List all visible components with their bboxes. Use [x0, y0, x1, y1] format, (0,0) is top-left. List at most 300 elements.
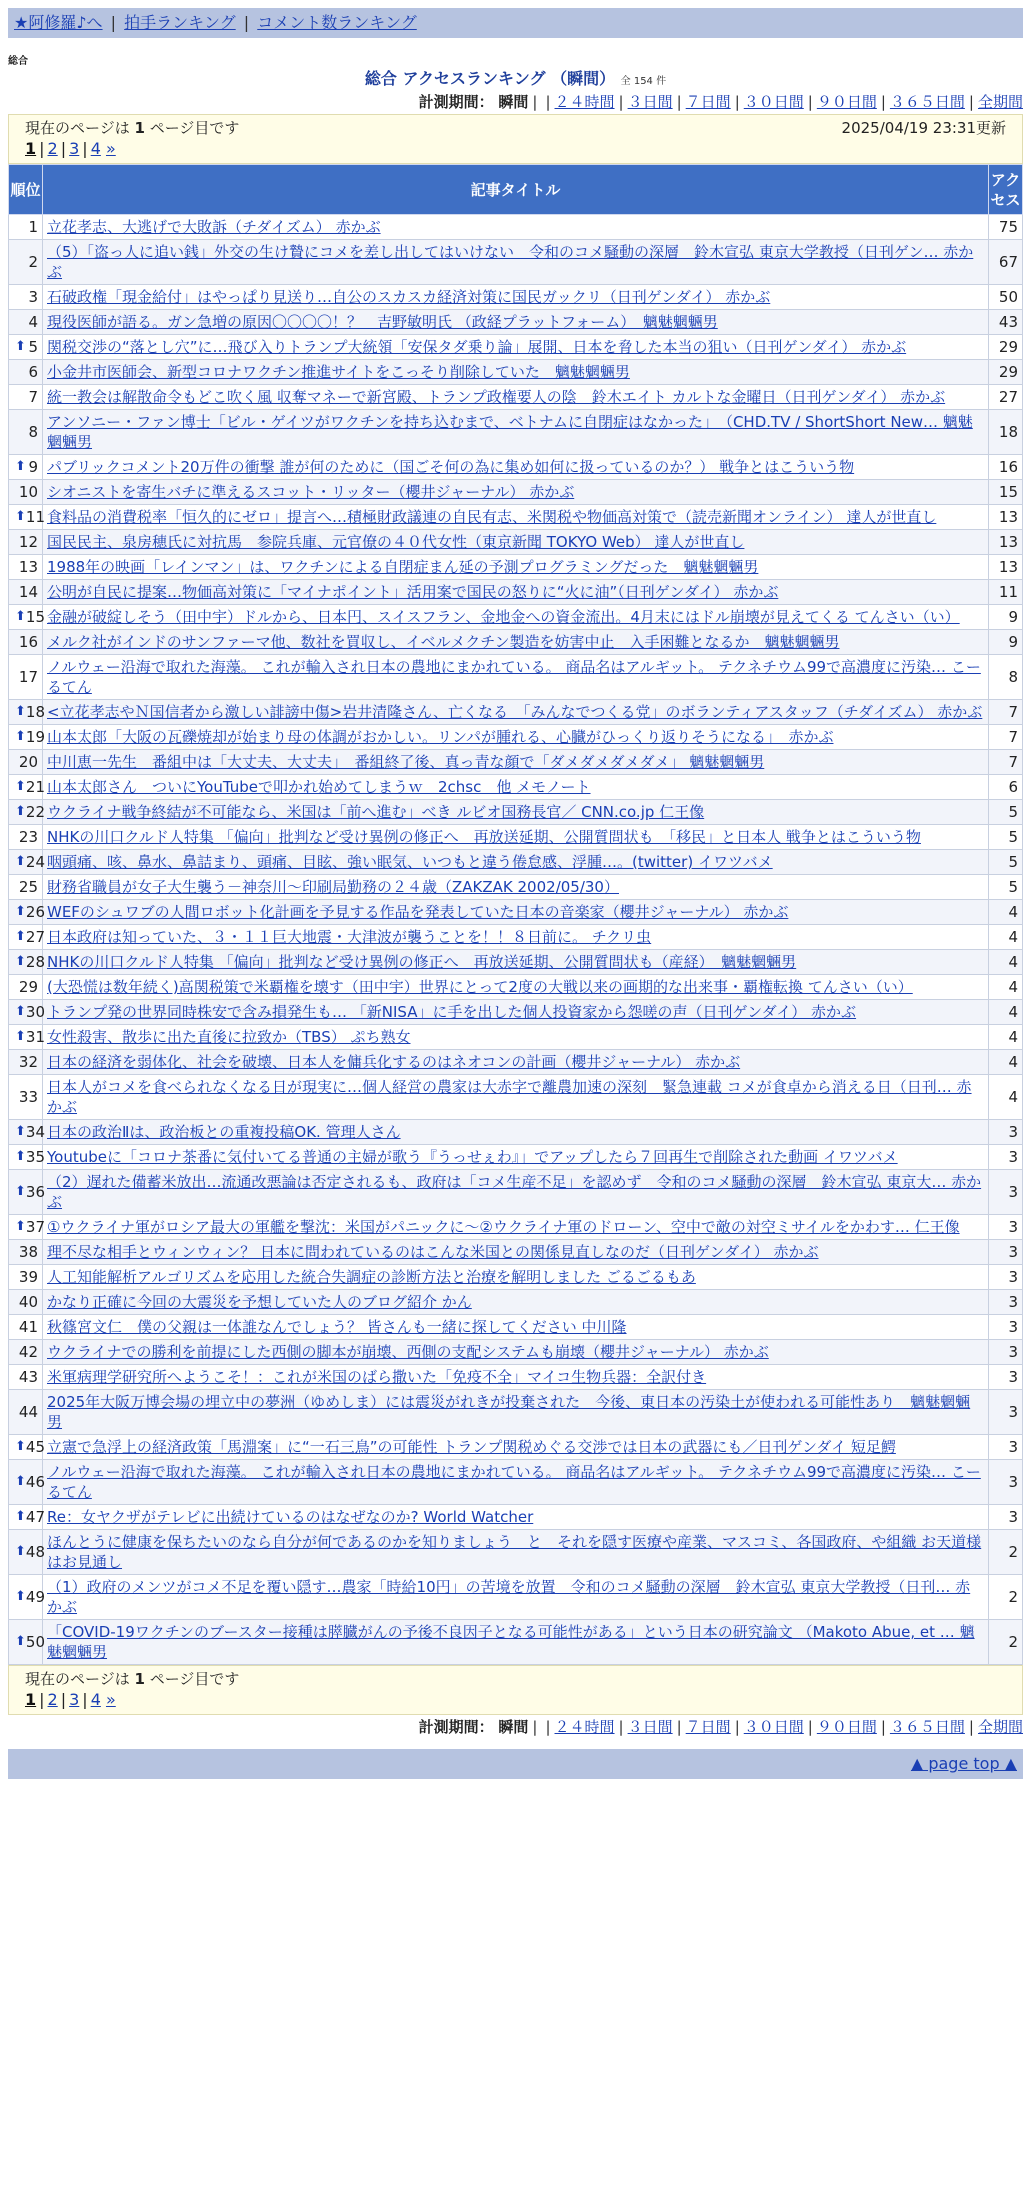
page-status-number: 1 [134, 1670, 145, 1688]
rank-cell [9, 1025, 43, 1050]
period-option-link[interactable]: 全期間 [977, 1718, 1023, 1736]
title-cell [43, 655, 989, 700]
article-title-link[interactable]: ウクライナ戦争終結が不可能なら、米国は「前へ進む」べき ルビオ国務長官／ CNN.co.jp 仁王像 [47, 803, 705, 821]
article-title-link[interactable]: 現役医師が語る。ガン急増の原因〇〇〇〇！？ 吉野敏明氏 （政経プラットフォーム） 魑魅魍魎男 [47, 313, 718, 331]
period-selector-top [8, 90, 1023, 114]
pager-separator: | [39, 1690, 45, 1709]
access-count: 15 [989, 480, 1023, 505]
rank-up-arrow-icon: ⬆ [15, 1184, 26, 1199]
period-separator: | [880, 93, 886, 111]
access-count: 5 [989, 850, 1023, 875]
period-option-link[interactable]: ３６５日間 [889, 93, 965, 111]
title-cell [43, 775, 989, 800]
rank-number: 14 [18, 583, 38, 601]
rank-number: 7 [28, 388, 38, 406]
article-title-link[interactable]: 中川恵一先生 番組中は「大丈夫、大丈夫」 番組終了後、真っ青な顔で「ダメダメダメダメ」 魑魅魍魎男 [47, 753, 765, 771]
access-count: 4 [989, 1050, 1023, 1075]
article-title-link[interactable]: 女性殺害、散歩に出た直後に拉致か（TBS） ぷち熟女 [47, 1028, 411, 1046]
rank-number: 48 [25, 1543, 45, 1561]
table-row [9, 480, 1023, 505]
article-title-link[interactable]: ノルウェー沿海で取れた海藻。 これが輸入され日本の農地にまかれている。 商品名はアルギット。 テクネチウム99で高濃度に汚染… こーるてん [47, 1463, 981, 1501]
rank-up-arrow-icon: ⬆ [15, 954, 26, 969]
article-title-link[interactable]: 日本の政治Ⅱは、政治板との重複投稿OK. 管理人さん [47, 1123, 401, 1141]
access-count: 3 [989, 1315, 1023, 1340]
title-cell [43, 555, 989, 580]
table-row [9, 1460, 1023, 1505]
period-option-link[interactable]: ３６５日間 [889, 1718, 965, 1736]
rank-cell [9, 1145, 43, 1170]
article-title-link[interactable]: 山本太郎「大阪の瓦礫焼却が始まり母の体調がおかしい。リンパが腫れる、心臓がひっくり返りそうになる」 赤かぶ [47, 728, 834, 746]
article-title-link[interactable]: パブリックコメント20万件の衝撃 誰が何のために（国ごそ何の為に集め如何に扱っているのか？） 戦争とはこういう物 [47, 458, 855, 476]
article-title-link[interactable]: 立憲で急浮上の経済政策「馬淵案」に“一石三鳥”の可能性 トランプ関税めぐる交渉では日本の武器にも／日刊ゲンダイ 短足鰐 [47, 1438, 896, 1456]
rank-up-arrow-icon: ⬆ [15, 779, 26, 794]
title-cell [43, 1620, 989, 1665]
article-title-link[interactable]: シオニストを寄生バチに準えるスコット・リッター（櫻井ジャーナル） 赤かぶ [47, 483, 575, 501]
article-title-link[interactable]: （2）遅れた備蓄米放出…流通改悪論は否定されるも、政府は「コメ生産不足」を認めず 令和のコメ騒動の深層 鈴木宣弘 東京大… 赤かぶ [47, 1173, 982, 1211]
page-link-current[interactable]: 1 [25, 139, 37, 158]
table-row [9, 875, 1023, 900]
access-count: 6 [989, 775, 1023, 800]
period-option-link[interactable]: ７日間 [685, 93, 731, 111]
rank-cell [9, 285, 43, 310]
article-title-link[interactable]: 関税交渉の“落とし穴”に…飛び入りトランプ大統領「安保タダ乗り論」展開、日本を脅した本当の狙い（日刊ゲンダイ） 赤かぶ [47, 338, 907, 356]
table-row [9, 310, 1023, 335]
title-cell [43, 410, 989, 455]
period-separator: | [807, 93, 813, 111]
title-cell [43, 825, 989, 850]
rank-cell [9, 605, 43, 630]
period-current: 瞬間 [498, 93, 529, 111]
rank-cell [9, 1620, 43, 1665]
article-title-link[interactable]: 立花孝志、大逃げで大敗訴（チダイズム） 赤かぶ [47, 218, 381, 236]
table-row [9, 360, 1023, 385]
article-title-link[interactable]: 2025年大阪万博会場の埋立中の夢洲（ゆめしま）には震災がれきが投棄された 今後、東日本の汚染土が使われる可能性あり 魑魅魍魎男 [47, 1393, 971, 1431]
article-title-link[interactable]: 石破政権「現金給付」はやっぱり見送り…自公のスカスカ経済対策に国民ガックリ（日刊ゲンダイ） 赤かぶ [47, 288, 771, 306]
rank-number: 19 [25, 728, 45, 746]
rank-number: 44 [18, 1403, 38, 1421]
table-row [9, 1365, 1023, 1390]
access-count: 29 [989, 335, 1023, 360]
access-count: 4 [989, 900, 1023, 925]
period-option-link[interactable]: 全期間 [977, 93, 1023, 111]
article-title-link[interactable]: WEFのシュワブの人間ロボット化計画を予見する作品を発表していた日本の音楽家（櫻井ジャーナル） 赤かぶ [47, 903, 789, 921]
title-cell [43, 750, 989, 775]
title-cell [43, 360, 989, 385]
access-count: 27 [989, 385, 1023, 410]
title-cell [43, 800, 989, 825]
title-cell [43, 925, 989, 950]
rank-number: 3 [28, 288, 38, 306]
access-count: 3 [989, 1460, 1023, 1505]
title-cell [43, 605, 989, 630]
table-header-row [9, 165, 1023, 215]
rank-up-arrow-icon: ⬆ [15, 1509, 26, 1524]
period-separator: | [968, 1718, 974, 1736]
access-count: 3 [989, 1290, 1023, 1315]
access-count: 5 [989, 875, 1023, 900]
rank-cell [9, 1075, 43, 1120]
table-row [9, 335, 1023, 360]
rank-up-arrow-icon: ⬆ [15, 609, 26, 624]
title-cell [43, 1365, 989, 1390]
table-row [9, 1435, 1023, 1460]
article-title-link[interactable]: ノルウェー沿海で取れた海藻。 これが輸入され日本の農地にまかれている。 商品名はアルギット。 テクネチウム99で高濃度に汚染… こーるてん [47, 658, 981, 696]
table-row [9, 285, 1023, 310]
pager-separator: | [60, 139, 67, 158]
article-title-link[interactable]: かなり正確に今回の大震災を予想していた人のブログ紹介 かん [47, 1293, 472, 1311]
rank-number: 21 [25, 778, 45, 796]
title-cell [43, 1340, 989, 1365]
rank-cell [9, 850, 43, 875]
article-title-link[interactable]: Re：女ヤクザがテレビに出続けているのはなぜなのか? World Watcher [47, 1508, 534, 1526]
page-link[interactable]: 2 [47, 139, 58, 158]
rank-cell [9, 410, 43, 455]
access-count: 4 [989, 1000, 1023, 1025]
article-title-link[interactable]: Youtubeに「コロナ茶番に気付いてる普通の主婦が歌う『うっせぇわ』」でアップしたら７回再生で削除された動画 イワツバメ [47, 1148, 898, 1166]
table-row [9, 1120, 1023, 1145]
title-cell [43, 725, 989, 750]
table-row [9, 1000, 1023, 1025]
rank-up-arrow-icon: ⬆ [15, 1124, 26, 1139]
article-title-link[interactable]: 日本の経済を弱体化、社会を破壊、日本人を傭兵化するのはネオコンの計画（櫻井ジャーナル） 赤かぶ [47, 1053, 741, 1071]
table-row [9, 1620, 1023, 1665]
period-option-link[interactable]: ３日間 [627, 1718, 673, 1736]
rank-number: 39 [18, 1268, 38, 1286]
rank-cell [9, 925, 43, 950]
rank-number: 11 [25, 508, 45, 526]
article-title-link[interactable]: <立花孝志やＮ国信者から激しい誹謗中傷>岩井清隆さん、亡くなる 「みんなでつくる党」のボランティアスタッフ（チダイズム） 赤かぶ [47, 703, 983, 721]
access-count: 4 [989, 975, 1023, 1000]
access-count: 3 [989, 1390, 1023, 1435]
rank-cell [9, 775, 43, 800]
access-count: 5 [989, 800, 1023, 825]
table-row [9, 530, 1023, 555]
page-link[interactable]: 2 [47, 1690, 58, 1709]
rank-number: 28 [25, 953, 45, 971]
article-title-link[interactable]: 食料品の消費税率「恒久的にゼロ」提言へ…積極財政議連の自民有志、米関税や物価高対策で（読売新聞オンライン） 達人が世直し [47, 508, 937, 526]
rank-number: 49 [25, 1588, 45, 1606]
rank-number: 33 [18, 1088, 38, 1106]
pager-status-line [25, 118, 1006, 138]
period-option-link[interactable]: ３０日間 [743, 93, 804, 111]
access-count: 5 [989, 825, 1023, 850]
article-title-link[interactable]: 秋篠宮文仁 僕の父親は一体誰なんでしょう？ 皆さんも一緒に探してください 中川隆 [47, 1318, 627, 1336]
rank-number: 2 [28, 253, 38, 271]
table-row [9, 975, 1023, 1000]
ranking-title: 総合 アクセスランキング （瞬間） [364, 69, 616, 88]
table-row [9, 1265, 1023, 1290]
access-count: 3 [989, 1215, 1023, 1240]
rank-cell [9, 655, 43, 700]
period-option-link[interactable]: ９０日間 [816, 93, 877, 111]
rank-number: 34 [25, 1123, 45, 1141]
title-cell [43, 480, 989, 505]
title-cell [43, 215, 989, 240]
title-cell [43, 580, 989, 605]
article-title-link[interactable]: 山本太郎さん ついにYouTubeで叩かれ始めてしまうｗ 2chsc 他 メモノート [47, 778, 591, 796]
period-separator: | [545, 1718, 551, 1736]
title-cell [43, 700, 989, 725]
article-title-link[interactable]: （5）「盗っ人に追い銭」外交の生け贄にコメを差し出してはいけない 令和のコメ騒動の深層 鈴木宣弘 東京大学教授（日刊ゲン… 赤かぶ [47, 243, 974, 281]
rank-up-arrow-icon: ⬆ [15, 1634, 26, 1649]
rank-number: 16 [18, 633, 38, 651]
access-count: 13 [989, 530, 1023, 555]
rank-cell [9, 1435, 43, 1460]
title-cell [43, 335, 989, 360]
article-title-link[interactable]: NHKの川口クルド人特集 「偏向」批判など受け異例の修正へ 再放送延期、公開質問状も（産経） 魑魅魍魎男 [47, 953, 797, 971]
article-title-link[interactable]: (大恐慌は数年続く)高関税策で米覇権を壊す（田中宇）世界にとって2度の大戦以来の画期的な出来事・覇権転換 てんさい（い） [47, 978, 913, 996]
access-count: 3 [989, 1170, 1023, 1215]
table-row [9, 1290, 1023, 1315]
rank-up-arrow-icon: ⬆ [15, 1029, 26, 1044]
access-count: 7 [989, 700, 1023, 725]
access-count: 2 [989, 1575, 1023, 1620]
article-title-link[interactable]: （1）政府のメンツがコメ不足を覆い隠す…農家「時給10円」の苦境を放置 令和のコメ騒動の深層 鈴木宣弘 東京大学教授（日刊… 赤かぶ [47, 1578, 971, 1616]
rank-number: 45 [25, 1438, 45, 1456]
rank-cell [9, 750, 43, 775]
article-title-link[interactable]: 咽頭痛、咳、鼻水、鼻詰まり、頭痛、目眩、強い眠気、いつもと違う倦怠感、浮腫…。(twitter) イワツバメ [47, 853, 773, 871]
table-row [9, 1215, 1023, 1240]
rank-cell [9, 1530, 43, 1575]
access-count: 4 [989, 925, 1023, 950]
page-status [25, 1669, 239, 1689]
article-title-link[interactable]: NHKの川口クルド人特集 「偏向」批判など受け異例の修正へ 再放送延期、公開質問状も 「移民」と日本人 戦争とはこういう物 [47, 828, 921, 846]
article-title-link[interactable]: ①ウクライナ軍がロシア最大の軍艦を撃沈：米国がパニックに～②ウクライナ軍のドローン、空中で敵の対空ミサイルをかわす… 仁王像 [47, 1218, 960, 1236]
item-count: 全 154 件 [620, 76, 667, 87]
rank-up-arrow-icon: ⬆ [15, 1544, 26, 1559]
access-count: 13 [989, 505, 1023, 530]
period-label: 計測期間： [418, 93, 494, 111]
table-row [9, 1505, 1023, 1530]
rank-cell [9, 630, 43, 655]
table-row [9, 1170, 1023, 1215]
rank-cell [9, 360, 43, 385]
title-cell [43, 1315, 989, 1340]
title-cell [43, 975, 989, 1000]
title-cell [43, 1575, 989, 1620]
access-count: 4 [989, 950, 1023, 975]
article-title-link[interactable]: 小金井市医師会、新型コロナワクチン推進サイトをこっそり削除していた 魑魅魍魎男 [47, 363, 630, 381]
article-title-link[interactable]: 日本政府は知っていた、３・１１巨大地震・大津波が襲うことを！！８日前に。 チクリ虫 [47, 928, 652, 946]
page-link[interactable]: 3 [69, 1690, 80, 1709]
home-link[interactable]: ★阿修羅♪へ [14, 13, 103, 32]
page-link[interactable]: 4 [90, 1690, 101, 1709]
access-count: 7 [989, 750, 1023, 775]
rank-cell [9, 800, 43, 825]
pager-separator: | [82, 139, 88, 158]
article-title-link[interactable]: 米軍病理学研究所へようこそ！：これが米国のばら撒いた「免疫不全」マイコ生物兵器：全訳付き [47, 1368, 707, 1386]
rank-number: 23 [18, 828, 38, 846]
page-link-current[interactable]: 1 [25, 1690, 37, 1709]
title-cell [43, 1265, 989, 1290]
article-title-link[interactable]: 公明が自民に提案…物価高対策に「マイナポイント」活用案で国民の怒りに“火に油”（日刊ゲンダイ） 赤かぶ [47, 583, 779, 601]
rank-number: 42 [18, 1343, 38, 1361]
table-row [9, 1240, 1023, 1265]
rank-up-arrow-icon: ⬆ [15, 904, 26, 919]
rank-up-arrow-icon: ⬆ [15, 1004, 26, 1019]
comment-ranking-link[interactable]: コメント数ランキング [257, 13, 417, 32]
rank-number: 29 [18, 978, 38, 996]
rank-cell [9, 1340, 43, 1365]
title-cell [43, 850, 989, 875]
rank-number: 10 [18, 483, 38, 501]
rank-number: 36 [25, 1183, 45, 1201]
rank-cell [9, 455, 43, 480]
period-option-link[interactable]: ２４時間 [554, 1718, 615, 1736]
table-row [9, 655, 1023, 700]
period-option-link[interactable]: ２４時間 [554, 93, 615, 111]
rank-cell [9, 310, 43, 335]
period-separator: | [618, 93, 624, 111]
article-title-link[interactable]: トランプ発の世界同時株安で含み損発生も… 「新NISA」に手を出した個人投資家から怨嗟の声（日刊ゲンダイ） 赤かぶ [47, 1003, 857, 1021]
period-separator: | [545, 93, 551, 111]
page-top-link[interactable]: ▲ page top ▲ [910, 1754, 1017, 1773]
rank-up-arrow-icon: ⬆ [15, 1474, 26, 1489]
article-title-link[interactable]: ウクライナでの勝利を前提にした西側の脚本が崩壊、西側の支配システムも崩壊（櫻井ジャーナル） 赤かぶ [47, 1343, 769, 1361]
rank-cell [9, 505, 43, 530]
period-option-link[interactable]: ３０日間 [743, 1718, 804, 1736]
access-count: 8 [989, 655, 1023, 700]
rank-number: 43 [18, 1368, 38, 1386]
period-separator: | [968, 93, 974, 111]
article-title-link[interactable]: ほんとうに健康を保ちたいのなら自分が何であるのかを知りましょう と それを隠す医療や産業、マスコミ、各国政府、や組織 お天道様はお見通し [47, 1533, 982, 1571]
rank-number: 30 [25, 1003, 45, 1021]
rank-number: 27 [25, 928, 45, 946]
rank-up-arrow-icon: ⬆ [15, 729, 26, 744]
rank-cell [9, 555, 43, 580]
article-title-link[interactable]: 「COVID-19ワクチンのブースター接種は膵臓がんの予後不良因子となる可能性がある」という日本の研究論文 （Makoto Abue, et … 魑魅魍魎男 [47, 1623, 975, 1661]
title-cell [43, 240, 989, 285]
rank-number: 25 [18, 878, 38, 896]
rank-number: 47 [25, 1508, 45, 1526]
rank-number: 37 [25, 1218, 45, 1236]
rank-number: 32 [18, 1053, 38, 1071]
rank-cell [9, 875, 43, 900]
page-link[interactable]: 4 [90, 139, 101, 158]
table-row [9, 1575, 1023, 1620]
title-cell [43, 1240, 989, 1265]
rank-number: 40 [18, 1293, 38, 1311]
table-row [9, 950, 1023, 975]
article-title-link[interactable]: 金融が破綻しそう（田中宇）ドルから、日本円、スイスフラン、金地金への資金流出。4月末にはドル崩壊が見えてくる てんさい（い） [47, 608, 960, 626]
page-status-pre: 現在のページは [25, 1670, 130, 1688]
access-count: 3 [989, 1265, 1023, 1290]
access-count: 3 [989, 1240, 1023, 1265]
next-page-link[interactable]: » [105, 1690, 116, 1709]
title-cell [43, 1075, 989, 1120]
title-cell [43, 1390, 989, 1435]
access-count: 29 [989, 360, 1023, 385]
access-count: 3 [989, 1145, 1023, 1170]
page-title [8, 68, 1023, 90]
title-cell [43, 630, 989, 655]
page-status-number: 1 [134, 119, 145, 137]
nav-separator: | [110, 13, 117, 32]
article-title-link[interactable]: 日本人がコメを食べられなくなる日が現実に…個人経営の農家は大赤字で離農加速の深刻 緊急連載 コメが食卓から消える日（日刊… 赤かぶ [47, 1078, 972, 1116]
table-row [9, 700, 1023, 725]
rank-up-arrow-icon: ⬆ [15, 804, 26, 819]
rank-number: 5 [28, 338, 38, 356]
article-title-link[interactable]: 統一教会は解散命令もどこ吹く風 収奪マネーで新宮殿、トランプ政権要人の陰 鈴木エイト カルトな金曜日（日刊ゲンダイ） 赤かぶ [47, 388, 946, 406]
rank-cell [9, 580, 43, 605]
title-cell [43, 455, 989, 480]
title-cell [43, 1460, 989, 1505]
rank-number: 15 [25, 608, 45, 626]
access-count: 3 [989, 1120, 1023, 1145]
article-title-link[interactable]: 財務省職員が女子大生襲う－神奈川～印刷局勤務の２４歳（ZAKZAK 2002/05/30） [47, 878, 619, 896]
article-title-link[interactable]: 人工知能解析アルゴリズムを応用した統合失調症の診断方法と治療を解明しました ごるごるもあ [47, 1268, 696, 1286]
article-title-link[interactable]: 1988年の映画「レインマン」は、ワクチンによる自閉症まん延の予測プログラミングだった 魑魅魍魎男 [47, 558, 759, 576]
table-row [9, 580, 1023, 605]
period-option-link[interactable]: ３日間 [627, 93, 673, 111]
pager-separator: | [82, 1690, 88, 1709]
title-cell [43, 1435, 989, 1460]
title-cell [43, 1000, 989, 1025]
article-title-link[interactable]: 国民民主、泉房穂氏に対抗馬 参院兵庫、元官僚の４０代女性（東京新聞 TOKYO Web） 達人が世直し [47, 533, 745, 551]
article-title-link[interactable]: 理不尽な相手とウィンウィン？ 日本に問われているのはこんな米国との関係見直しなのだ（日刊ゲンダイ） 赤かぶ [47, 1243, 819, 1261]
rank-up-arrow-icon: ⬆ [15, 1589, 26, 1604]
rank-cell [9, 1575, 43, 1620]
rank-up-arrow-icon: ⬆ [15, 509, 26, 524]
pager-separator: | [60, 1690, 67, 1709]
table-row [9, 1390, 1023, 1435]
page-status [25, 118, 239, 138]
period-separator: | [676, 93, 682, 111]
table-row [9, 900, 1023, 925]
rank-cell [9, 1290, 43, 1315]
period-separator: | [734, 93, 740, 111]
rank-number: 35 [25, 1148, 45, 1166]
rank-number: 4 [28, 313, 38, 331]
period-option-link[interactable]: ９０日間 [816, 1718, 877, 1736]
title-cell [43, 1145, 989, 1170]
title-cell [43, 1170, 989, 1215]
pager-links [25, 138, 1006, 160]
period-separator: | [532, 1718, 538, 1736]
table-row [9, 1050, 1023, 1075]
table-row [9, 505, 1023, 530]
access-count: 16 [989, 455, 1023, 480]
period-option-link[interactable]: ７日間 [685, 1718, 731, 1736]
access-count: 4 [989, 1075, 1023, 1120]
period-separator: | [532, 93, 538, 111]
title-column-header: 記事タイトル [43, 165, 989, 215]
rank-number: 31 [25, 1028, 45, 1046]
page-link[interactable]: 3 [69, 139, 80, 158]
table-row [9, 605, 1023, 630]
pager-top [8, 114, 1023, 164]
access-count: 7 [989, 725, 1023, 750]
access-count: 2 [989, 1530, 1023, 1575]
period-current: 瞬間 [498, 1718, 529, 1736]
rank-up-arrow-icon: ⬆ [15, 459, 26, 474]
table-row [9, 1075, 1023, 1120]
article-title-link[interactable]: メルク社がインドのサンファーマ他、数社を買収し、イベルメクチン製造を妨害中止 入手困難となるか 魑魅魍魎男 [47, 633, 840, 651]
table-row [9, 1340, 1023, 1365]
access-count: 11 [989, 580, 1023, 605]
clap-ranking-link[interactable]: 拍手ランキング [124, 13, 236, 32]
page-status-post: ページ目です [149, 1670, 240, 1688]
rank-number: 24 [25, 853, 45, 871]
article-title-link[interactable]: アンソニー・ファン博士「ビル・ゲイツがワクチンを持ち込むまで、ベトナムに自閉症はなかった」 （CHD.TV / ShortShort New… 魑魅魍魎男 [47, 413, 973, 451]
period-separator: | [807, 1718, 813, 1736]
table-row [9, 385, 1023, 410]
rank-cell [9, 1315, 43, 1340]
next-page-link[interactable]: » [105, 139, 116, 158]
table-row [9, 925, 1023, 950]
rank-up-arrow-icon: ⬆ [15, 1439, 26, 1454]
period-separator: | [618, 1718, 624, 1736]
